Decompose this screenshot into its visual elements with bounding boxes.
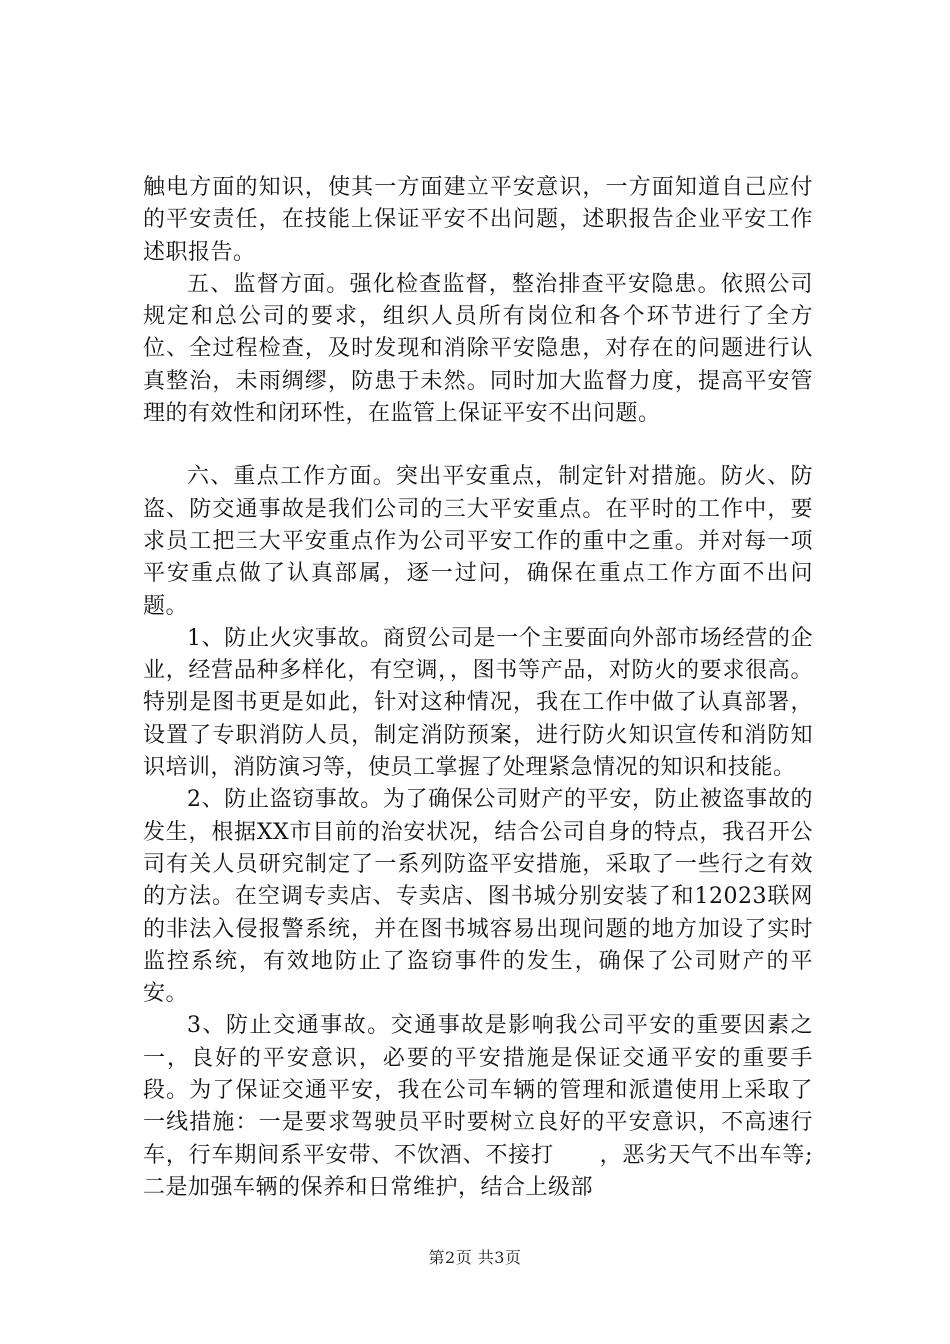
paragraph-gap [143,430,813,461]
paragraph-key-work: 六、重点工作方面。突出平安重点，制定针对措施。防火、防盗、防交通事故是我们公司的三大平安重点。在平时的工作中，要求员工把三大平安重点作为公司平安工作的重中之重。并对每一项平安重点做了认真部属，逐一过问，确保在重点工作方面不出问题。 [143,464,813,619]
paragraph-traffic-prevention: 3、防止交通事故。交通事故是影响我公司平安的重要因素之一，良好的平安意识，必要的平安措施是保证交通平安的重要手段。为了保证交通平安，我在公司车辆的管理和派遣使用上采取了一线措施：一是要求驾驶员平时要树立良好的平安意识，不高速行车，行车期间系平安带、不饮酒、不接打 ，恶劣天气不出车等;二是加强车辆的保养和日常维护，结合上级部 [143,1013,813,1200]
paragraph-fire-prevention: 1、防止火灾事故。商贸公司是一个主要面向外部市场经营的企业，经营品种多样化，有空调，，图书等产品，对防火的要求很高。特别是图书更是如此，针对这种情况，我在工作中做了认真部署，设置了专职消防人员，制定消防预案，进行防火知识宣传和消防知识培训，消防演习等，使员工掌握了处理紧急情况的知识和技能。 [143,625,813,781]
paragraph-electric-safety: 触电方面的知识，使其一方面建立平安意识，一方面知道自己应付的平安责任，在技能上保证平安不出问题，述职报告企业平安工作述职报告。 [143,175,813,265]
page-number-footer: 第2页 共3页 [428,1248,522,1267]
paragraph-theft-prevention: 2、防止盗窃事故。为了确保公司财产的平安，防止被盗事故的发生，根据XX市目前的治安状况，结合公司自身的特点，我召开公司有关人员研究制定了一系列防盗平安措施，采取了一些行之有效的方法。在空调专卖店、专卖店、图书城分别安装了和12023联网的非法入侵报警系统，并在图书城容易出现问题的地方加设了实时监控系统，有效地防止了盗窃事件的发生，确保了公司财产的平安。 [143,787,813,1007]
document-body [143,172,813,1204]
paragraph-supervision: 五、监督方面。强化检查监督，整治排查平安隐患。依照公司规定和总公司的要求，组织人员所有岗位和各个环节进行了全方位、全过程检查，及时发现和消除平安隐患，对存在的问题进行认真整治，未雨绸缪，防患于未然。同时加大监督力度，提高平安管理的有效性和闭环性，在监管上保证平安不出问题。 [143,271,813,427]
